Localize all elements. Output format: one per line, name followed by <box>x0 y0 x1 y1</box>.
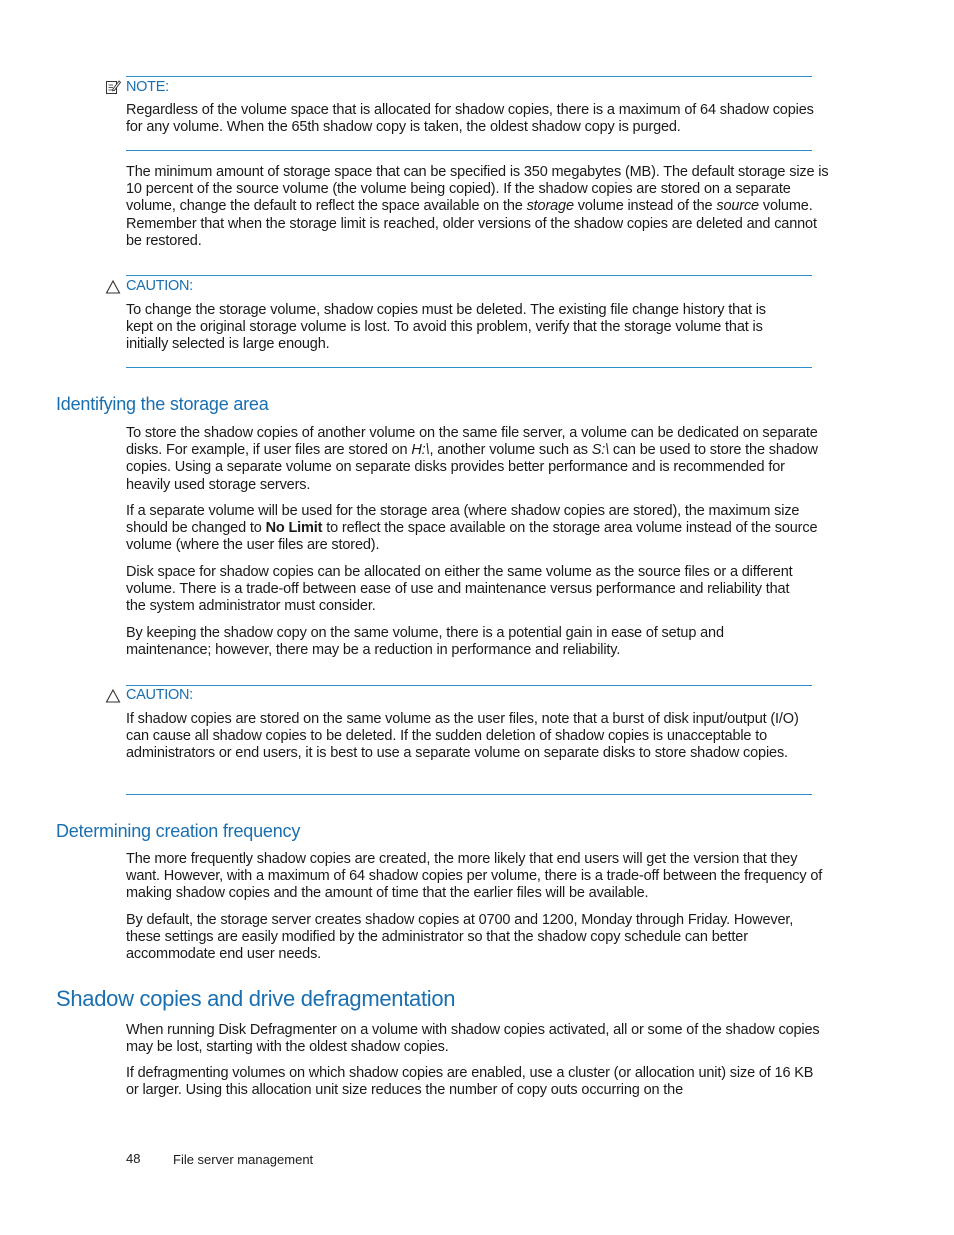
frequency-paragraph-2: By default, the storage server creates shadow copies at 0700 and 1200, Monday through Friday. However, these settings are easily modified by the administrator so that the shadow copy schedule can better accommodate end user needs. <box>126 912 794 963</box>
note-bottom-rule <box>126 150 812 151</box>
heading-determining-creation-frequency: Determining creation frequency <box>56 821 301 841</box>
footer-title: File server management <box>173 1152 314 1167</box>
caution1-label: CAUTION: <box>126 278 193 294</box>
storage-area-paragraph-3: Disk space for shadow copies can be allocated on either the same volume as the source files or a different volume. There is a trade-off between ease of use and maintenance versus performance and reliability that the system administrator must consider. <box>126 564 793 615</box>
heading-identifying-storage-area: Identifying the storage area <box>56 394 269 414</box>
caution-triangle-icon <box>105 279 121 295</box>
heading-shadow-copies-defragmentation: Shadow copies and drive defragmentation <box>56 986 456 1011</box>
caution1-top-rule <box>126 275 812 276</box>
storage-area-paragraph-1: To store the shadow copies of another volume on the same file server, a volume can be dedicated on separate disks. For example, if user files are stored on H:\, another volume such as S:\ can be used to store the shadow copies. Using a separate volume on separate disks provides better performance and is recommended for heavily used storage servers. <box>126 425 818 493</box>
defrag-paragraph-2: If defragmenting volumes on which shadow copies are enabled, use a cluster (or allocation unit) size of 16 KB or larger. Using this allocation unit size reduces the number of copy outs occurring on the <box>126 1065 814 1099</box>
storage-area-paragraph-4: By keeping the shadow copy on the same volume, there is a potential gain in ease of setup and maintenance; however, there may be a reduction in performance and reliability. <box>126 625 724 659</box>
caution2-top-rule <box>126 685 812 686</box>
note-text: Regardless of the volume space that is allocated for shadow copies, there is a maximum of 64 shadow copies for any volume. When the 65th shadow copy is taken, the oldest shadow copy is purged. <box>126 102 814 136</box>
caution-triangle-icon <box>105 688 121 704</box>
storage-area-paragraph-2: If a separate volume will be used for the storage area (where shadow copies are stored), the maximum size should be changed to No Limit to reflect the space available on the storage area volume instead of the source volume (where the user files are stored). <box>126 503 818 554</box>
note-label: NOTE: <box>126 79 169 95</box>
frequency-paragraph-1: The more frequently shadow copies are created, the more likely that end users will get the version that they want. However, with a maximum of 64 shadow copies per volume, there is a trade-off between the frequency of making shadow copies and the amount of time that the earlier files will be available. <box>126 851 823 902</box>
note-top-rule <box>126 76 812 77</box>
defrag-paragraph-1: When running Disk Defragmenter on a volume with shadow copies activated, all or some of the shadow copies may be lost, starting with the oldest shadow copies. <box>126 1022 820 1056</box>
page-number: 48 <box>126 1151 141 1166</box>
intro-paragraph: The minimum amount of storage space that can be specified is 350 megabytes (MB). The default storage size is 10 percent of the source volume (the volume being copied). If the shadow copies are stored on a separate volume, change the default to reflect the space available on the storage volume instead of the source volume. Remember that when the storage limit is reached, older versions of the shadow copies are deleted and cannot be restored. <box>126 164 829 249</box>
caution2-bottom-rule <box>126 794 812 795</box>
caution2-text: If shadow copies are stored on the same volume as the user files, note that a burst of disk input/output (I/O) can cause all shadow copies to be deleted. If the sudden deletion of shadow copies is unacceptable to administrators or end users, it is best to use a separate volume on separate disks to store shadow copies. <box>126 711 799 762</box>
caution2-label: CAUTION: <box>126 687 193 703</box>
caution1-text: To change the storage volume, shadow copies must be deleted. The existing file change history that is kept on the original storage volume is lost. To avoid this problem, verify that the storage volume that is initially selected is large enough. <box>126 302 766 353</box>
note-icon <box>105 79 121 95</box>
caution1-bottom-rule <box>126 367 812 368</box>
